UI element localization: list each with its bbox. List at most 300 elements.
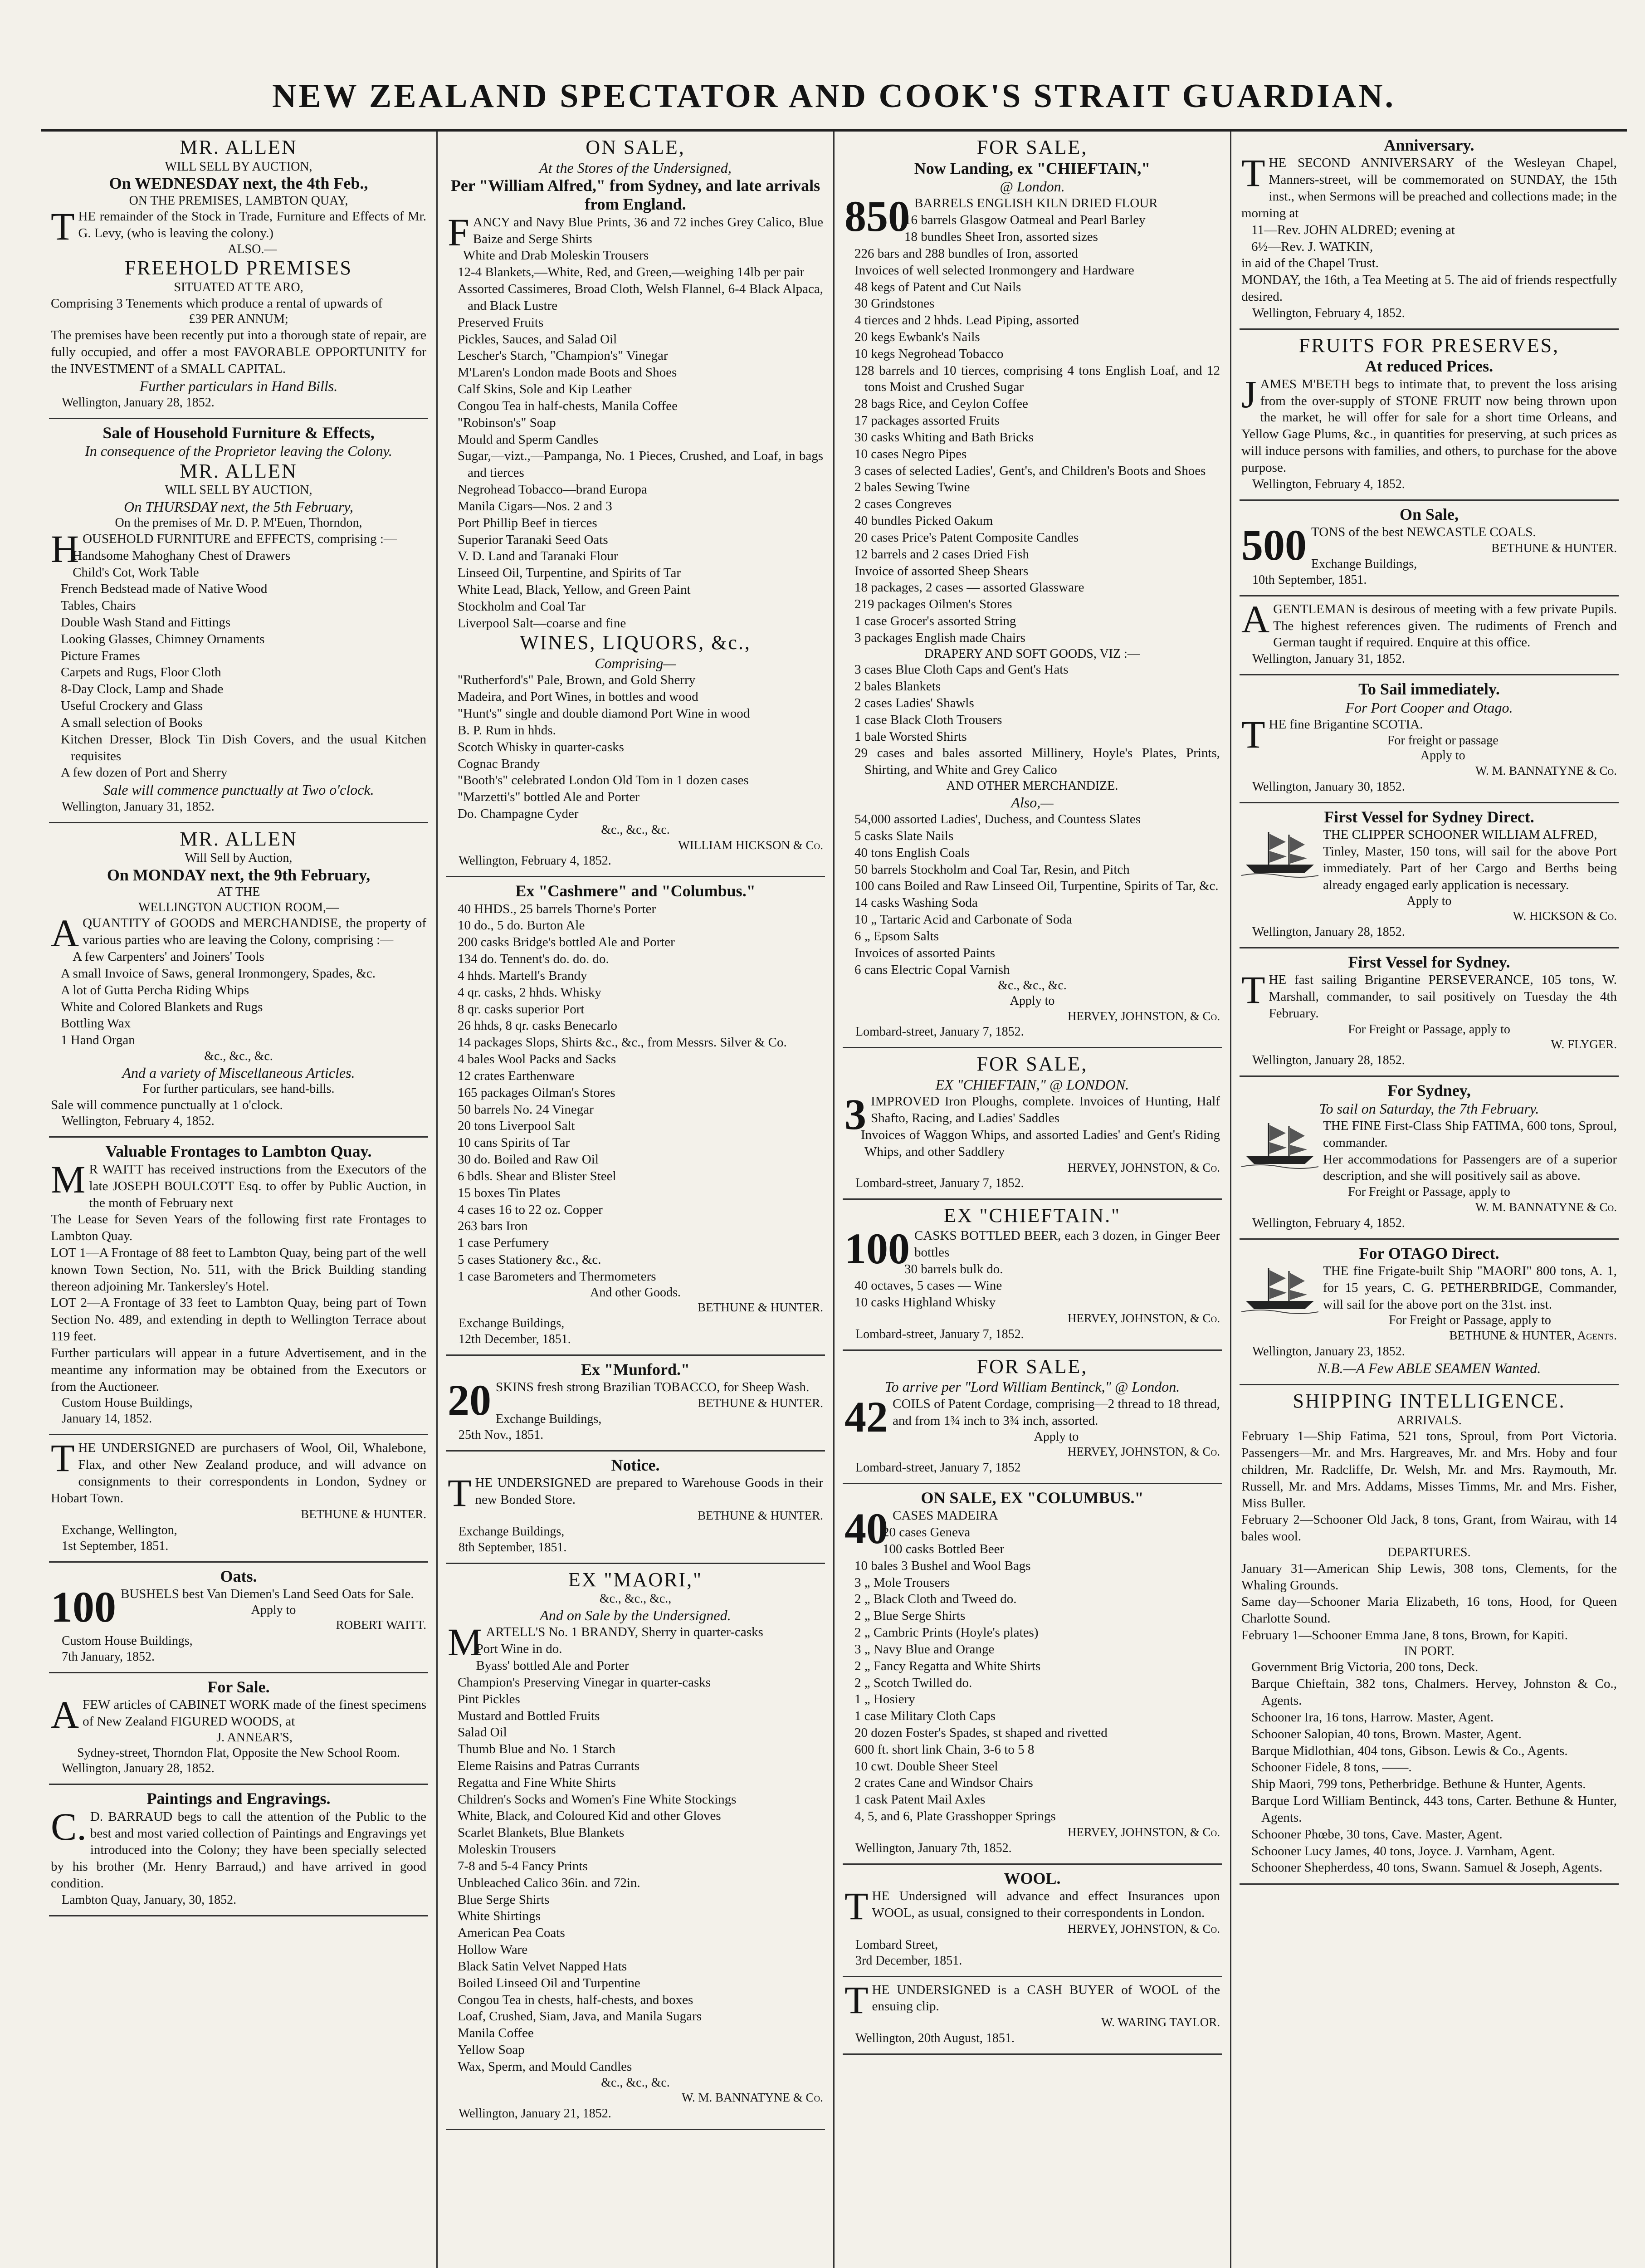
ad-heading: EX "MAORI,"	[568, 1568, 703, 1591]
list-item: Loaf, Crushed, Siam, Java, and Manila Sugars	[458, 2009, 702, 2024]
body-text: TONS of the best NEWCASTLE COALS.	[1311, 525, 1536, 540]
list-item: Children's Socks and Women's Fine White Stockings	[458, 1792, 737, 1807]
list-item: Congou Tea in half-chests, Manila Coffee	[458, 398, 678, 413]
list-item: White and Drab Moleskin Trousers	[463, 248, 649, 263]
list-item: 30 Grindstones	[854, 296, 935, 311]
list-item: Bottling Wax	[61, 1016, 131, 1031]
body-text-drop-cap: C.D. BARRAUD begs to call the attention of the Public to the best and most varied collection of Paintings and Engravings yet introduced into the Colony; they have been specially selected by his brother (Mr. Henry Barraud,) and have arrived in good condition.	[51, 1804, 426, 1891]
signature: ROBERT WAITT.	[336, 1618, 426, 1632]
body-text: BUSHELS best Van Diemen's Land Seed Oats for Sale.	[121, 1586, 414, 1601]
dateline: Wellington, January 7th, 1852.	[855, 1841, 1012, 1855]
signature: BETHUNE & HUNTER.	[698, 1509, 823, 1523]
list-item: Port Wine in do.	[476, 1642, 562, 1657]
list-item: White Shirtings	[458, 1909, 541, 1924]
body-text-drop-cap: HOUSEHOLD FURNITURE and EFFECTS, comprising :—	[51, 527, 397, 571]
list-item: Assorted Cassimeres, Broad Cloth, Welsh Flannel, 6-4 Black Alpaca, and Black Lustre	[458, 282, 823, 313]
advertisement	[49, 1138, 428, 1435]
list-item: Boiled Linseed Oil and Turpentine	[458, 1975, 640, 1990]
list-item: 50 barrels No. 24 Vinegar	[458, 1102, 594, 1117]
list-item: 7-8 and 5-4 Fancy Prints	[458, 1858, 588, 1873]
list-item: 6 cans Electric Copal Varnish	[854, 962, 1010, 977]
list-item: Unbleached Calico 36in. and 72in.	[458, 1875, 640, 1890]
centered-line: ARRIVALS.	[1396, 1413, 1462, 1427]
ad-heading: First Vessel for Sydney Direct.	[1324, 807, 1534, 826]
list-item: Hollow Ware	[458, 1942, 528, 1957]
body-text: January 31—American Ship Lewis, 308 tons, Clements, for the Whaling Grounds.	[1241, 1561, 1617, 1593]
list-item: 40 tons English Coals	[854, 845, 970, 860]
dateline: Wellington, January 31, 1852.	[1252, 652, 1405, 666]
dateline: Lombard-street, January 7, 1852.	[855, 1025, 1024, 1039]
advertisement	[1240, 675, 1619, 803]
list-item: White Lead, Black, Yellow, and Green Paint	[458, 582, 691, 597]
dateline: Custom House Buildings,	[62, 1396, 193, 1410]
dateline: Exchange, Wellington,	[62, 1523, 177, 1537]
centered-line: Apply to	[1406, 894, 1452, 908]
list-item: 3 cases of selected Ladies', Gent's, and Children's Boots and Shoes	[854, 463, 1206, 478]
large-numeral: 42	[844, 1392, 888, 1441]
body-text: February 1—Schooner Emma Jane, 8 tons, Brown, for Kapiti.	[1241, 1628, 1568, 1642]
list-item: 2 „ Scotch Twilled do.	[854, 1675, 972, 1690]
list-item: 10 do., 5 do. Burton Ale	[458, 918, 585, 933]
body-text: Tinley, Master, 150 tons, will sail for the above Port immediately. Part of her Cargo and Berths being already engaged early application is necessary.	[1323, 844, 1617, 892]
ad-heading: MR. ALLEN	[180, 827, 298, 850]
list-item: Thumb Blue and No. 1 Starch	[458, 1742, 615, 1757]
body-text: Her accommodations for Passengers are of a superior description, and she will positively sail as above.	[1323, 1152, 1617, 1183]
advertisement	[446, 877, 825, 1356]
body-text-drop-cap: THE fast sailing Brigantine PERSEVERANCE, 105 tons, W. Marshall, commander, to sail positively on Tuesday the 4th February.	[1241, 968, 1617, 1021]
signature: W. M. BANNATYNE & Co.	[1475, 764, 1617, 778]
large-numeral: 100	[51, 1582, 116, 1631]
ad-subheading: Also,—	[1011, 794, 1054, 811]
list-item: Mould and Sperm Candles	[458, 432, 599, 447]
advertisement	[49, 823, 428, 1138]
ad-heading: Now Landing, ex "CHIEFTAIN,"	[914, 159, 1151, 177]
list-item: 4 bales Wool Packs and Sacks	[458, 1052, 616, 1067]
ad-heading: On Sale,	[1399, 505, 1459, 523]
list-item: Blue Serge Shirts	[458, 1892, 550, 1907]
ad-heading: FOR SALE,	[976, 136, 1088, 158]
advertisement	[843, 1484, 1222, 1865]
list-item: 10 cases Negro Pipes	[854, 446, 967, 461]
list-item: Stockholm and Coal Tar	[458, 599, 586, 614]
list-item: "Rutherford's" Pale, Brown, and Gold Sherry	[458, 673, 696, 688]
newspaper-title: NEW ZEALAND SPECTATOR AND COOK'S STRAIT GUARDIAN.	[272, 78, 1396, 115]
list-item: 2 cases Ladies' Shawls	[854, 695, 974, 710]
list-item: 4, 5, and 6, Plate Grasshopper Springs	[854, 1809, 1056, 1824]
list-item: Double Wash Stand and Fittings	[61, 615, 231, 630]
list-item: 5 casks Slate Nails	[854, 828, 954, 843]
dateline: 8th September, 1851.	[459, 1540, 567, 1554]
body-text: The premises have been recently put into a thorough state of repair, are fully occupied, and offer a most FAVORABLE OPPORTUNITY for the INVESTMENT of a SMALL CAPITAL.	[51, 328, 426, 376]
signature: HERVEY, JOHNSTON, & Co.	[1067, 1921, 1220, 1936]
body-text-drop-cap: AQUANTITY of GOODS and MERCHANDISE, the property of various parties who are leaving the Colony, comprising :—	[51, 911, 426, 955]
signature: HERVEY, JOHNSTON, & Co.	[1067, 1160, 1220, 1174]
signature: BETHUNE & HUNTER.	[698, 1300, 823, 1315]
advertisement	[1240, 1077, 1619, 1239]
list-item: 16 barrels Glasgow Oatmeal and Pearl Barley	[904, 213, 1146, 228]
large-numeral: 20	[448, 1376, 491, 1425]
centered-line: Sydney-street, Thorndon Flat, Opposite the New School Room.	[77, 1745, 400, 1760]
list-item: Cognac Brandy	[458, 756, 540, 771]
body-text-drop-cap: THE SECOND ANNIVERSARY of the Wesleyan Chapel, Manners-street, will be commemorated on SUNDAY, the 15th inst., when Sermons will be preached and collections made; in the morning at	[1241, 151, 1617, 220]
body-text: Same day—Schooner Maria Elizabeth, 16 tons, Hood, for Queen Charlotte Sound.	[1241, 1594, 1617, 1626]
dateline: Lambton Quay, January, 30, 1852.	[62, 1892, 237, 1907]
body-text: THE fine Frigate-built Ship "MAORI" 800 tons, A. 1, for 15 years, C. G. PETHERBRIDGE, Commander, will sail for the above port on the 31st. inst.	[1323, 1263, 1617, 1312]
list-item: 263 bars Iron	[458, 1219, 528, 1234]
large-numeral: 850	[844, 192, 910, 241]
ad-heading: Valuable Frontages to Lambton Quay.	[105, 1142, 372, 1161]
ship-illustration-icon	[1241, 828, 1318, 878]
dateline: Wellington, January 23, 1852.	[1252, 1344, 1405, 1359]
dateline: 3rd December, 1851.	[855, 1953, 962, 1968]
ad-heading: SHIPPING INTELLIGENCE.	[1293, 1390, 1566, 1413]
ad-heading: WINES, LIQUORS, &c.,	[520, 631, 751, 654]
list-item: Yellow Soap	[458, 2043, 525, 2058]
ad-heading: At reduced Prices.	[1365, 357, 1494, 376]
dateline: Wellington, January 28, 1852.	[1252, 924, 1405, 939]
ad-heading: MR. ALLEN	[180, 459, 298, 482]
list-item: 30 do. Boiled and Raw Oil	[458, 1152, 599, 1167]
large-numeral: 100	[844, 1224, 910, 1273]
advertisement	[446, 1356, 825, 1452]
list-item: V. D. Land and Taranaki Flour	[458, 549, 618, 564]
list-item: "Robinson's" Soap	[458, 415, 556, 430]
list-item: 10 casks Highland Whisky	[854, 1295, 996, 1310]
list-item: 48 kegs of Patent and Cut Nails	[854, 279, 1021, 294]
dateline: 25th Nov., 1851.	[459, 1428, 544, 1442]
advertisement	[1240, 330, 1619, 501]
list-item: 10 bales 3 Bushel and Wool Bags	[854, 1558, 1031, 1573]
list-item: Schooner Salopian, 40 tons, Brown. Master, Agent.	[1251, 1726, 1522, 1741]
list-item: 10 cwt. Double Sheer Steel	[854, 1759, 998, 1774]
dateline: 1st September, 1851.	[62, 1539, 169, 1553]
ad-heading: On MONDAY next, the 9th February,	[107, 865, 371, 884]
body-text: IMPROVED Iron Ploughs, complete. Invoices of Hunting, Half Shafto, Racing, and Ladies' Saddles	[871, 1094, 1220, 1126]
advertisement	[843, 1200, 1222, 1350]
ad-subheading: On THURSDAY next, the 5th February,	[124, 498, 353, 515]
signature: BETHUNE & HUNTER, Agents.	[1449, 1328, 1617, 1342]
advertisement	[49, 132, 428, 419]
list-item: Sugar,—vizt.,—Pampanga, No. 1 Pieces, Crushed, and Loaf, in bags and tierces	[458, 449, 823, 480]
dateline: Wellington, January 30, 1852.	[1252, 779, 1405, 794]
list-item: 2 crates Cane and Windsor Chairs	[854, 1775, 1033, 1790]
list-item: 1 cask Patent Mail Axles	[854, 1792, 986, 1807]
list-item: A few dozen of Port and Sherry	[61, 765, 228, 780]
list-item: Black Satin Velvet Napped Hats	[458, 1959, 627, 1974]
list-item: 3 cases Blue Cloth Caps and Gent's Hats	[854, 662, 1069, 677]
advertisement	[446, 1564, 825, 2130]
list-item: 2 „ Black Cloth and Tweed do.	[854, 1592, 1017, 1607]
list-item: Child's Cot, Work Table	[73, 565, 199, 580]
centered-line: On the premises of Mr. D. P. M'Euen, Thorndon,	[115, 516, 362, 530]
centered-line: &c., &c., &c.,	[599, 1592, 672, 1606]
list-item: Barque Chieftain, 382 tons, Chalmers. Hervey, Johnston & Co., Agents.	[1251, 1677, 1617, 1708]
list-item: 40 octaves, 5 cases — Wine	[854, 1278, 1002, 1293]
list-item: 1 case Grocer's assorted String	[854, 614, 1016, 629]
ad-heading: ON SALE, EX "COLUMBUS."	[921, 1488, 1144, 1507]
body-text: February 2—Schooner Old Jack, 8 tons, Grant, from Wairau, with 14 bales wool.	[1241, 1512, 1617, 1544]
list-item: 3 „ Navy Blue and Orange	[854, 1642, 995, 1657]
list-item: 12-4 Blankets,—White, Red, and Green,—weighing 14lb per pair	[458, 265, 805, 280]
body-text: CASKS BOTTLED BEER, each 3 dozen, in Ginger Beer bottles	[914, 1228, 1220, 1260]
list-item: 26 hhds, 8 qr. casks Benecarlo	[458, 1018, 617, 1033]
list-item: 1 case Military Cloth Caps	[854, 1709, 996, 1724]
ad-subheading: At the Stores of the Undersigned,	[539, 159, 732, 176]
ad-subheading: To sail on Saturday, the 7th February.	[1319, 1100, 1539, 1117]
column-3	[835, 132, 1231, 2268]
centered-line: £39 PER ANNUM;	[189, 312, 288, 327]
list-item: 12 crates Earthenware	[458, 1068, 575, 1083]
dateline: Wellington, February 4, 1852.	[1252, 306, 1405, 320]
dateline: Wellington, January 21, 1852.	[459, 2107, 611, 2121]
ad-heading: Paintings and Engravings.	[146, 1789, 331, 1808]
large-numeral: 500	[1241, 521, 1307, 570]
centered-line: IN PORT.	[1404, 1644, 1455, 1658]
body-text: The Lease for Seven Years of the following first rate Frontages to Lambton Quay.	[51, 1212, 426, 1244]
body-text: COILS of Patent Cordage, comprising—2 thread to 18 thread, and from 1¾ inch to 3¾ inch, assorted.	[893, 1396, 1220, 1428]
body-text: Sale will commence punctually at 1 o'clock.	[51, 1097, 283, 1112]
ad-heading: FREEHOLD PREMISES	[124, 257, 353, 279]
list-item: Picture Frames	[61, 648, 140, 663]
list-item: 20 kegs Ewbank's Nails	[854, 330, 980, 344]
advertisement	[1240, 132, 1619, 330]
centered-line: For further particulars, see hand-bills.	[142, 1082, 335, 1096]
list-item: Byass' bottled Ale and Porter	[476, 1658, 629, 1673]
list-item: 10 „ Tartaric Acid and Carbonate of Soda	[854, 912, 1072, 927]
list-item: Madeira, and Port Wines, in bottles and wood	[458, 689, 698, 704]
ad-heading: FOR SALE,	[976, 1053, 1088, 1075]
centered-line: For Freight or Passage, apply to	[1348, 1185, 1510, 1199]
list-item: Ship Maori, 799 tons, Petherbridge. Bethune & Hunter, Agents.	[1251, 1777, 1586, 1792]
advertisement	[446, 132, 825, 877]
list-item: 4 cases 16 to 22 oz. Copper	[458, 1202, 603, 1217]
list-item: 1 case Perfumery	[458, 1236, 549, 1251]
advertisement	[1240, 1240, 1619, 1386]
body-text: in aid of the Chapel Trust.	[1241, 256, 1379, 271]
signature: HERVEY, JOHNSTON, & Co.	[1067, 1009, 1220, 1023]
ad-subheading: For Port Cooper and Otago.	[1345, 699, 1513, 716]
dateline: Custom House Buildings,	[62, 1634, 193, 1648]
list-item: Manila Coffee	[458, 2026, 534, 2041]
list-item: Looking Glasses, Chimney Ornaments	[61, 631, 265, 646]
list-item: Barque Lord William Bentinck, 443 tons, Carter. Bethune & Hunter, Agents.	[1251, 1794, 1617, 1825]
centered-line: For Freight or Passage, apply to	[1348, 1022, 1510, 1036]
list-item: Pickles, Sauces, and Salad Oil	[458, 332, 617, 347]
body-text: BARRELS ENGLISH KILN DRIED FLOUR	[914, 196, 1158, 211]
advertisement	[843, 1351, 1222, 1484]
list-item: Barque Midlothian, 404 tons, Gibson. Lewis & Co., Agents.	[1251, 1743, 1568, 1758]
ad-heading: On WEDNESDAY next, the 4th Feb.,	[109, 174, 368, 193]
list-item: 219 packages Oilmen's Stores	[854, 597, 1012, 612]
dateline: Wellington, February 4, 1852.	[1252, 477, 1405, 491]
large-numeral: 40	[844, 1504, 888, 1553]
body-text: MONDAY, the 16th, a Tea Meeting at 5. The aid of friends respectfully desired.	[1241, 273, 1617, 304]
list-item: Mustard and Bottled Fruits	[458, 1708, 600, 1723]
list-item: 40 bundles Picked Oakum	[854, 513, 993, 528]
ad-subheading: EX "CHIEFTAIN," @ LONDON.	[935, 1076, 1129, 1093]
list-item: Lescher's Starch, "Champion's" Vinegar	[458, 348, 668, 363]
list-item: American Pea Coats	[458, 1926, 565, 1941]
ad-subheading: N.B.—A Few ABLE SEAMEN Wanted.	[1317, 1359, 1541, 1376]
list-item: 6 „ Epsom Salts	[854, 929, 939, 943]
signature: HERVEY, JOHNSTON, & Co.	[1067, 1311, 1220, 1325]
list-item: 2 „ Fancy Regatta and White Shirts	[854, 1658, 1041, 1673]
body-text-drop-cap: FANCY and Navy Blue Prints, 36 and 72 inches Grey Calico, Blue Baize and Serge Shirts	[448, 210, 823, 254]
ad-subheading: And on Sale by the Undersigned.	[540, 1607, 731, 1623]
list-item: 28 bags Rice, and Ceylon Coffee	[854, 396, 1028, 411]
list-item: 30 barrels bulk do.	[904, 1261, 1003, 1276]
list-item: Liverpool Salt—coarse and fine	[458, 616, 626, 631]
body-text: SKINS fresh strong Brazilian TOBACCO, for Sheep Wash.	[496, 1380, 810, 1395]
dateline: 12th December, 1851.	[459, 1332, 571, 1347]
advertisement	[843, 1048, 1222, 1200]
centered-line: &c., &c., &c.	[601, 2075, 670, 2090]
centered-line: WILL SELL BY AUCTION,	[165, 483, 312, 498]
list-item: 20 dozen Foster's Spades, st shaped and rivetted	[854, 1725, 1108, 1740]
advertisement	[49, 1673, 428, 1785]
list-item: White and Colored Blankets and Rugs	[61, 999, 263, 1014]
ad-heading: WOOL.	[1004, 1869, 1061, 1887]
centered-line: &c., &c., &c.	[998, 978, 1067, 993]
list-item: 5 cases Stationery &c., &c.	[458, 1252, 601, 1267]
signature: HERVEY, JOHNSTON, & Co.	[1067, 1825, 1220, 1839]
list-item: A few Carpenters' and Joiners' Tools	[73, 949, 264, 964]
list-item: 2 „ Cambric Prints (Hoyle's plates)	[854, 1625, 1039, 1640]
list-item: 226 bars and 288 bundles of Iron, assorted	[854, 246, 1078, 261]
body-text: LOT 1—A Frontage of 88 feet to Lambton Quay, being part of the well known Town Section, No. 511, with the Brick Building standing thereon adjoining Mr. Tankersley's Hotel.	[51, 1246, 426, 1294]
centered-line: SITUATED AT TE ARO,	[174, 280, 303, 295]
dateline: Wellington, January 31, 1852.	[62, 799, 215, 814]
list-item: 2 bales Sewing Twine	[854, 480, 970, 495]
signature: HERVEY, JOHNSTON, & Co.	[1067, 1445, 1220, 1459]
list-item: Calf Skins, Sole and Kip Leather	[458, 382, 632, 397]
signature: BETHUNE & HUNTER.	[301, 1507, 426, 1521]
ad-heading: Anniversary.	[1384, 136, 1474, 154]
list-item: 8-Day Clock, Lamp and Shade	[61, 682, 224, 697]
list-item: Useful Crockery and Glass	[61, 699, 203, 714]
dateline: Exchange Buildings,	[459, 1524, 565, 1539]
ad-heading: Ex "Cashmere" and "Columbus."	[515, 882, 756, 900]
list-item: 3 packages English made Chairs	[854, 630, 1025, 645]
centered-line: Will Sell by Auction,	[185, 851, 293, 865]
ad-subheading: Comprising—	[595, 655, 676, 672]
list-item: 14 casks Washing Soda	[854, 895, 978, 910]
list-item: 10 kegs Negrohead Tobacco	[854, 346, 1004, 361]
centered-line: DRAPERY AND SOFT GOODS, VIZ :—	[924, 646, 1140, 661]
list-item: 600 ft. short link Chain, 3-6 to 5 8	[854, 1742, 1035, 1757]
advertisement	[1240, 1385, 1619, 1885]
dateline: Lombard-street, January 7, 1852	[855, 1460, 1021, 1475]
ad-heading: Sale of Household Furniture & Effects,	[103, 423, 375, 442]
list-item: Eleme Raisins and Patras Currants	[458, 1759, 640, 1773]
list-item: 3 „ Mole Trousers	[854, 1575, 950, 1590]
dateline: Lombard-street, January 7, 1852.	[855, 1176, 1024, 1191]
body-text: Comprising 3 Tenements which produce a rental of upwards of	[51, 296, 383, 311]
ad-heading: FOR SALE,	[976, 1355, 1088, 1378]
advertisement	[49, 419, 428, 823]
list-item: "Booth's" celebrated London Old Tom in 1 dozen cases	[458, 773, 749, 788]
body-text: THE FINE First-Class Ship FATIMA, 600 tons, Sproul, commander.	[1323, 1118, 1617, 1150]
centered-line: Apply to	[1420, 748, 1465, 763]
list-item: 4 qr. casks, 2 hhds. Whisky	[458, 985, 601, 1000]
list-item: Do. Champagne Cyder	[458, 807, 579, 821]
list-item: 17 packages assorted Fruits	[854, 413, 1000, 428]
ad-heading: Per "William Alfred," from Sydney, and late arrivals from England.	[450, 176, 820, 214]
list-item: Invoices of assorted Paints	[854, 945, 996, 960]
list-item: Superior Taranaki Seed Oats	[458, 532, 608, 547]
list-item: Linseed Oil, Turpentine, and Spirits of Tar	[458, 566, 681, 581]
centered-line: For Freight or Passage, apply to	[1389, 1313, 1551, 1328]
signature: W. HICKSON & Co.	[1513, 909, 1617, 923]
list-item: 30 casks Whiting and Bath Bricks	[854, 430, 1034, 445]
advertisement	[843, 1977, 1222, 2055]
column-2	[438, 132, 835, 2268]
list-item: Invoices of well selected Ironmongery and Hardware	[854, 263, 1134, 278]
signature: W. M. BANNATYNE & Co.	[1475, 1200, 1617, 1214]
centered-line: &c., &c., &c.	[204, 1049, 273, 1064]
ad-heading: ON SALE,	[586, 136, 685, 158]
signature: W. M. BANNATYNE & Co.	[682, 2091, 823, 2105]
list-item: Schooner Ira, 16 tons, Harrow. Master, Agent.	[1251, 1710, 1494, 1725]
list-item: Schooner Fidele, 8 tons, ——.	[1251, 1760, 1412, 1775]
advertisement	[49, 1785, 428, 1916]
ad-heading: FRUITS FOR PRESERVES,	[1298, 334, 1560, 357]
dateline: Exchange Buildings,	[459, 1316, 565, 1331]
masthead	[41, 32, 1627, 132]
list-item: 2 cases Congreves	[854, 497, 952, 512]
ship-illustration-icon	[1241, 1265, 1318, 1315]
list-item: Schooner Shepherdess, 40 tons, Swann. Samuel & Joseph, Agents.	[1251, 1860, 1603, 1875]
list-item: Schooner Lucy James, 40 tons, Joyce. J. Varnham, Agent.	[1251, 1843, 1555, 1858]
list-item: "Hunt's" single and double diamond Port Wine in wood	[458, 706, 750, 721]
list-item: Salad Oil	[458, 1725, 507, 1740]
body-text-drop-cap: THE fine Brigantine SCOTIA.	[1241, 713, 1423, 757]
list-item: 2 bales Blankets	[854, 679, 941, 694]
centered-line: AT THE	[217, 885, 260, 899]
signature: W. WARING TAYLOR.	[1101, 2015, 1220, 2029]
list-item: 100 casks Bottled Beer	[883, 1541, 1005, 1556]
signature: BETHUNE & HUNTER.	[1491, 541, 1617, 555]
list-item: 40 HHDS., 25 barrels Thorne's Porter	[458, 901, 656, 916]
list-item: Schooner Phœbe, 30 tons, Cave. Master, Agent.	[1251, 1827, 1503, 1842]
list-item: Preserved Fruits	[458, 315, 544, 330]
list-item: Handsome Mahoghany Chest of Drawers	[73, 548, 291, 563]
advertisement	[843, 132, 1222, 1048]
list-item: Negrohead Tobacco—brand Europa	[458, 482, 647, 497]
body-text: CASES MADEIRA	[893, 1508, 998, 1523]
list-item: Manila Cigars—Nos. 2 and 3	[458, 499, 612, 513]
list-item: 1 case Black Cloth Trousers	[854, 712, 1002, 727]
column-4	[1231, 132, 1627, 2268]
body-text-drop-cap: THE remainder of the Stock in Trade, Furniture and Effects of Mr. G. Levy, (who is leaving the colony.)	[51, 205, 426, 249]
list-item: 128 barrels and 10 tierces, comprising 4 tons English Loaf, and 12 tons Moist and Crushed Sugar	[854, 363, 1220, 395]
list-item: Regatta and Fine White Shirts	[458, 1775, 616, 1790]
list-item: Government Brig Victoria, 200 tons, Deck.	[1251, 1660, 1479, 1675]
list-item: 8 qr. casks superior Port	[458, 1002, 585, 1017]
body-text-drop-cap: THE UNDERSIGNED are prepared to Warehouse Goods in their new Bonded Store.	[448, 1471, 823, 1515]
ad-subheading: In consequence of the Proprietor leaving the Colony.	[85, 443, 392, 459]
body-text-drop-cap: THE Undersigned will advance and effect Insurances upon WOOL, as usual, consigned to their correspondents in London.	[844, 1884, 1220, 1928]
body-text: February 1—Ship Fatima, 521 tons, Sproul, from Port Victoria. Passengers—Mr. and Mrs. Hargreaves, Mr. and Mrs. Hoby and four children, Mr. Radcliffe, Dr. Welsh, Mr. and Mrs. Raymouth, Mr. Russell, Mr. and Mrs. Addams, Misses Timms, Mr. and Mrs. Fisher, Miss Buller.	[1241, 1429, 1617, 1510]
dateline: 10th September, 1851.	[1252, 572, 1367, 587]
signature: WILLIAM HICKSON & Co.	[678, 838, 823, 852]
body-text-drop-cap: THE UNDERSIGNED are purchasers of Wool, Oil, Whalebone, Flax, and other New Zealand produce, and will advance on consignments to their correspondents in London, Sydney or Hobart Town.	[51, 1436, 426, 1505]
dateline: January 14, 1852.	[62, 1412, 152, 1426]
advertisement	[1240, 948, 1619, 1077]
centered-line: For freight or passage	[1387, 733, 1499, 748]
list-item: 14 packages Slops, Shirts &c., &c., from Messrs. Silver & Co.	[458, 1035, 787, 1050]
ad-subheading: To arrive per "Lord William Bentinck," @ London.	[884, 1378, 1180, 1395]
